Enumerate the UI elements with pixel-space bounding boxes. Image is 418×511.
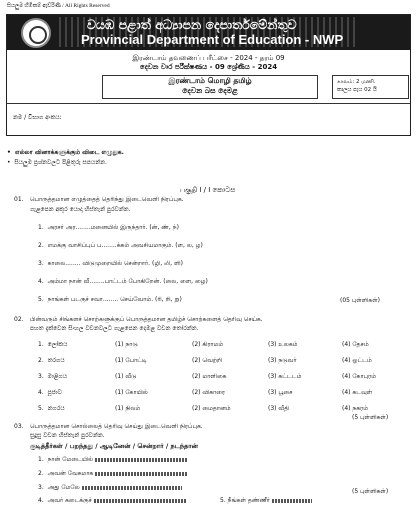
q3-marks: (5 புள்ளிகள்) (352, 488, 389, 495)
q2-option[interactable]: (1) வீடு (115, 373, 137, 380)
q3-instruction-sinhala: සුදුසු වචන හිස්තැන් පුරවන්න. (30, 432, 105, 439)
q2-row: 3. මාළිගය (38, 373, 68, 380)
answer-blank[interactable] (95, 472, 187, 476)
q2-option[interactable]: (4) கடவுள் (342, 389, 373, 396)
q1-instruction-sinhala: ගැළපෙන අකුර යොදා හිස්තැන් පුරවන්න. (30, 206, 131, 213)
q2-option[interactable]: (4) ஓட்டம் (342, 357, 372, 364)
q2-option[interactable]: (2) கிராமம் (192, 341, 224, 348)
q2-marks: (5 புள்ளிகள்) (352, 414, 389, 421)
provincial-emblem-icon (21, 18, 51, 48)
q2-option[interactable]: (4) கோபுரம் (342, 373, 377, 380)
q1-item: 3. காலை........ விடுமுறையில் சென்றார். (ழி, லி, ளி) (38, 260, 183, 267)
q2-option[interactable]: (4) நகரம் (342, 405, 369, 412)
q2-option[interactable]: (1) நிலம் (115, 405, 141, 412)
q2-instruction-sinhala: පහත දැක්වෙන සිංහල වචනවලට ගැළපෙන දෙමළ වචන තෝරන්න. (30, 325, 199, 332)
q3-number: 03. (14, 423, 24, 430)
answer-blank[interactable] (272, 499, 312, 503)
q3-item-5: 5. நீங்கள் தண்ணீர் (220, 497, 312, 505)
q1-marks: (05 புள்ளிகள்) (340, 297, 380, 304)
q2-option[interactable]: (2) விகாரை (192, 389, 225, 396)
q1-instruction-tamil: பொருத்தமான எழுத்தைத் தெரிந்து இடைவெளி நிரப்புக. (30, 196, 184, 203)
q2-row: 4. පූජාව (38, 389, 62, 396)
q2-option[interactable]: (3) உலகம் (268, 341, 298, 348)
q2-option[interactable]: (1) நாடு (115, 341, 138, 348)
time-tamil: காலம்: 2 மணி. (337, 79, 376, 85)
header-banner (7, 15, 410, 50)
q2-row: 1. ලෝකය (38, 341, 68, 348)
exam-header (6, 14, 411, 136)
q3-item: 1. நான் மேடையில் (38, 456, 187, 464)
q2-option[interactable]: (2) மாளிகை (192, 373, 227, 380)
q1-number: 01. (14, 196, 24, 203)
q2-option[interactable]: (2) வெற்றி (192, 357, 223, 364)
subject-box (102, 75, 318, 99)
instruction-tamil: • எல்லா வினாக்களுக்கும் விடை எழுதுக. (7, 149, 124, 156)
q2-option[interactable]: (3) நடுவர் (268, 357, 297, 364)
subject-tamil: இரண்டாம் மொழி தமிழ் (168, 76, 252, 85)
q2-option[interactable]: (2) மைதானம் (192, 405, 231, 412)
q1-item: 1. அரசர் அர........மனையில் இருந்தார். (ன், ண், ந்) (38, 224, 179, 231)
answer-blank[interactable] (95, 458, 187, 462)
q2-option[interactable]: (1) போட்டி (115, 357, 147, 364)
copyright-notice: සියලුම හිමිකම් ඇව්රිණි / All Rights Reserved (7, 3, 110, 9)
name-index-label: නම / විභාග අංකය: (13, 114, 62, 121)
q3-item: 2. அவன் வேகமாக (38, 470, 187, 478)
department-title-english: Provincial Department of Education - NWP (81, 32, 344, 47)
time-sinhala: කාලය පැය 02 යි (337, 87, 377, 93)
q2-option[interactable]: (3) வீதி (268, 405, 290, 412)
q2-option[interactable]: (4) தேசம் (342, 341, 369, 348)
q2-row: 5. නගරය (38, 405, 65, 412)
q2-number: 02. (14, 316, 24, 323)
answer-blank[interactable] (82, 486, 182, 490)
q3-word-bank: குடித்தீர்கள் / பறந்தது / ஆடினேன் / சென்றார் / நடந்தான் (30, 442, 198, 450)
q2-instruction-tamil: பின்வரும் சிங்களச் சொற்களுக்குப் பொருத்தமான தமிழ்ச் சொற்களைத் தெரிவு செய்க. (30, 316, 263, 323)
time-box (332, 75, 409, 99)
answer-blank[interactable] (94, 499, 186, 503)
q2-option[interactable]: (3) கட்டடம் (268, 373, 302, 380)
subject-sinhala: දෙවන බස දෙමළ (182, 86, 238, 95)
q2-option[interactable]: (1) கோயில் (115, 389, 148, 396)
name-index-field[interactable] (7, 103, 410, 137)
exam-title-sinhala: දෙවන වාර පරීක්ෂණය - 09 ශ්‍රේණිය - 2024 (139, 63, 278, 71)
q2-row: 2. තරගය (38, 357, 65, 364)
exam-title-tamil: இரண்டாம் தவணைப் பரீட்சை - 2024 - தரம் 09 (132, 54, 285, 62)
q1-item: 2. எமக்கு வாசிப்புப் ப........க்கம் அவசியமாகும். (ள, ல, ழ) (38, 242, 203, 249)
q3-item: 3. அது மேலே (38, 484, 182, 492)
department-title-sinhala: වයඹ පළාත් අධ්‍යාපන දෙපාර්තමේන්තුව (87, 17, 297, 32)
q1-item: 5. நாங்கள் படகுச் சவா........ செய்வோம். (ரி, றி, று) (38, 296, 182, 303)
part-title: பகுதி I / I කොටස (180, 186, 236, 194)
q2-option[interactable]: (3) பூசை (268, 389, 293, 396)
q3-instruction-tamil: பொருத்தமான சொல்லைத் தெரிவு செய்து இடைவெளி நிரப்புக. (30, 423, 203, 430)
q1-item: 4. அம்மா நான் வீ........பாட்டம் போகிறேன். (லை, ளை, ழை) (38, 278, 208, 285)
instruction-sinhala: • සියලුම ප්‍රශ්නවලට පිළිතුරු සපයන්න. (7, 159, 107, 166)
q3-item: 4. அவர் கடைக்குச் (38, 497, 186, 505)
